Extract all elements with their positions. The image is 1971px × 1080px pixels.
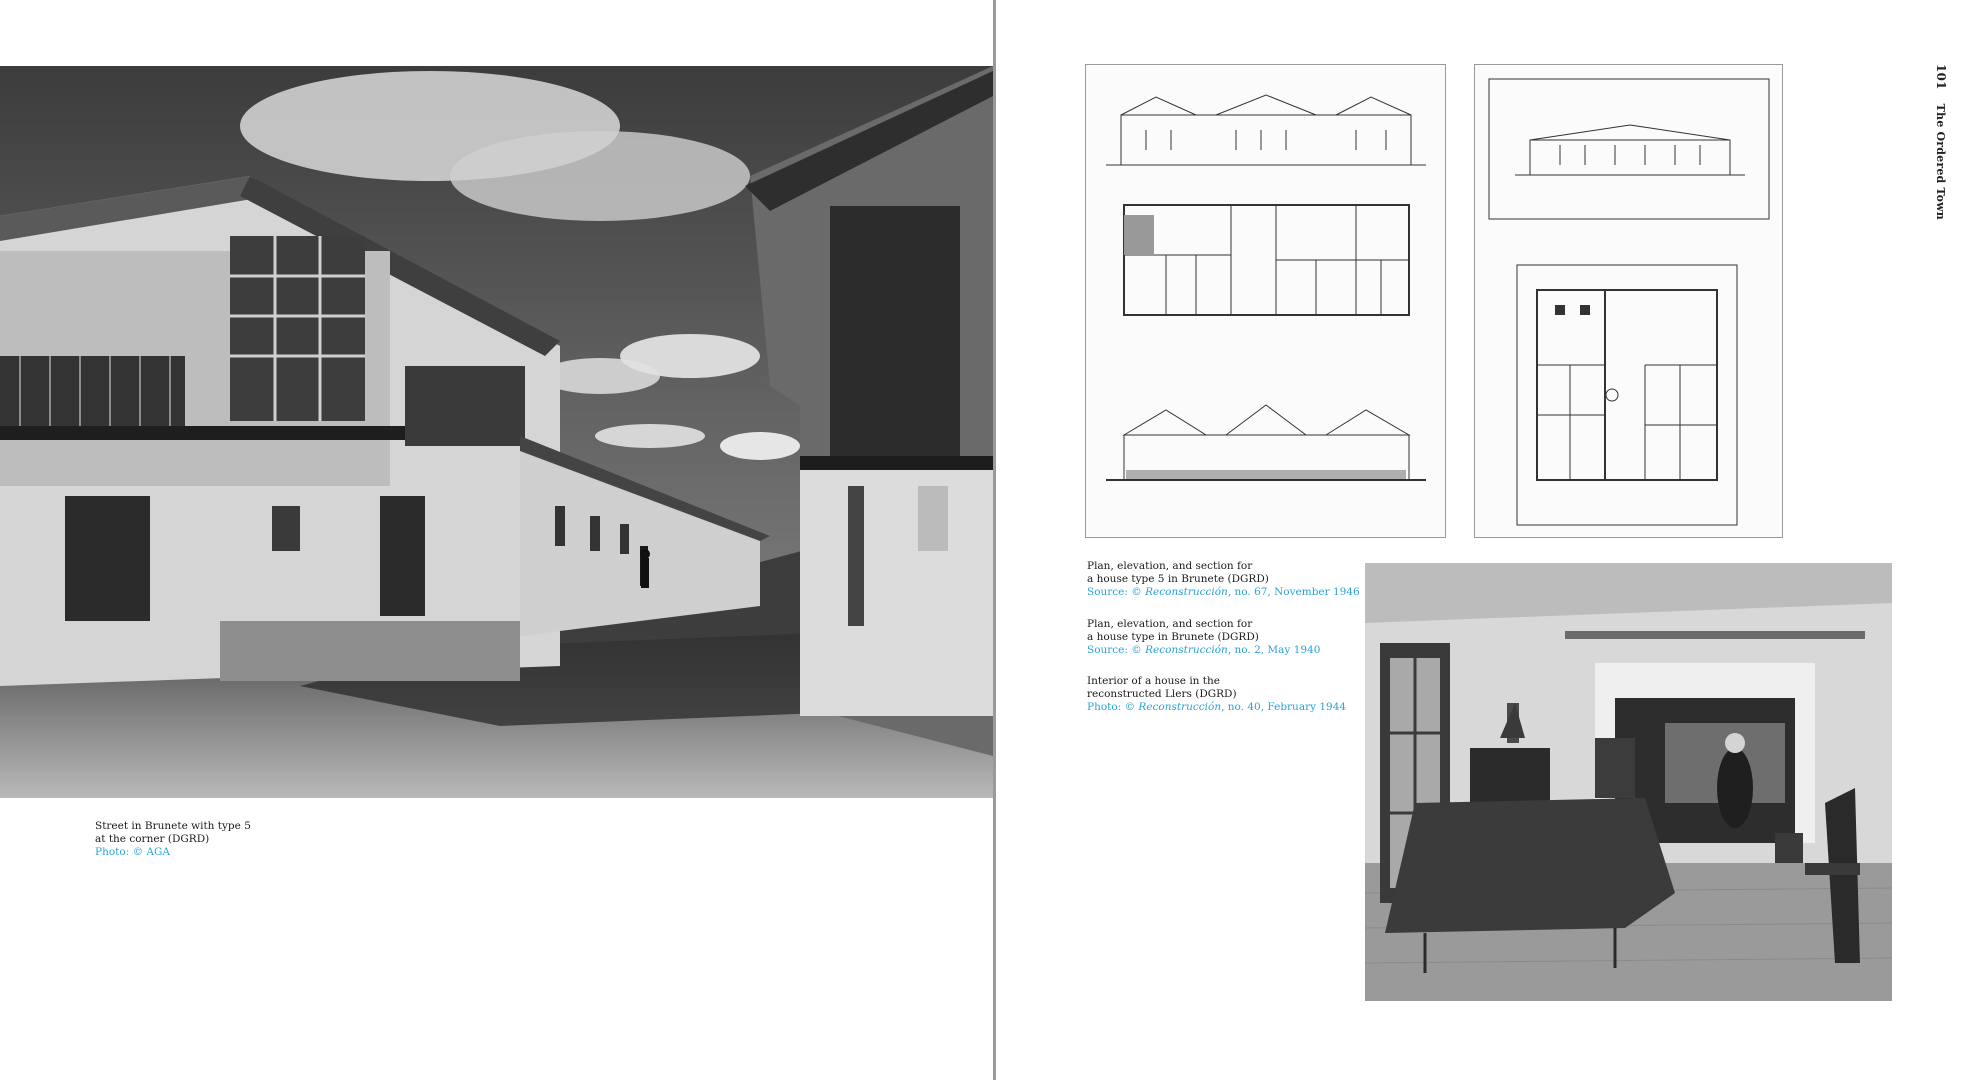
source-prefix: Photo: ©: [95, 846, 144, 858]
page-gutter: [993, 0, 996, 1080]
caption-line: reconstructed Llers (DGRD): [1087, 688, 1237, 700]
interior-caption: [1087, 675, 1346, 714]
brunete-house-drawing: [1474, 64, 1783, 538]
source-prefix: Photo: ©: [1087, 701, 1136, 713]
running-head-text: [1934, 64, 1948, 220]
caption-line: Plan, elevation, and section for: [1087, 618, 1253, 630]
source-prefix: Source: ©: [1087, 644, 1142, 656]
caption-source: [1087, 701, 1346, 714]
source-title: Reconstrucción: [1145, 586, 1228, 598]
source-rest: , no. 2, May 1940: [1227, 644, 1321, 656]
street-photo-caption: [95, 820, 251, 859]
source-title: AGA: [146, 846, 170, 858]
chapter-title: The Ordered Town: [1934, 103, 1947, 220]
caption-source: [1087, 586, 1360, 599]
source-rest: , no. 67, November 1946: [1227, 586, 1360, 598]
source-title: Reconstrucción: [1145, 644, 1228, 656]
caption-line: a house type 5 in Brunete (DGRD): [1087, 573, 1269, 585]
source-title: Reconstrucción: [1138, 701, 1222, 713]
caption-line: a house type in Brunete (DGRD): [1087, 631, 1259, 643]
street-photo: [0, 66, 993, 798]
house-type-5-caption: [1087, 560, 1360, 599]
interior-photo: [1365, 563, 1892, 1001]
caption-line: at the corner (DGRD): [95, 833, 210, 845]
caption-source: [1087, 644, 1320, 657]
source-rest: , no. 40, February 1944: [1221, 701, 1347, 713]
caption-line: Plan, elevation, and section for: [1087, 560, 1253, 572]
house-type-5-drawing: [1085, 64, 1446, 538]
source-prefix: Source: ©: [1087, 586, 1142, 598]
brunete-house-caption: [1087, 618, 1320, 657]
running-head: [1934, 64, 1948, 220]
caption-source: [95, 846, 251, 859]
caption-line: Street in Brunete with type 5: [95, 820, 251, 832]
caption-line: Interior of a house in the: [1087, 675, 1220, 687]
page-number: 101: [1934, 64, 1948, 90]
